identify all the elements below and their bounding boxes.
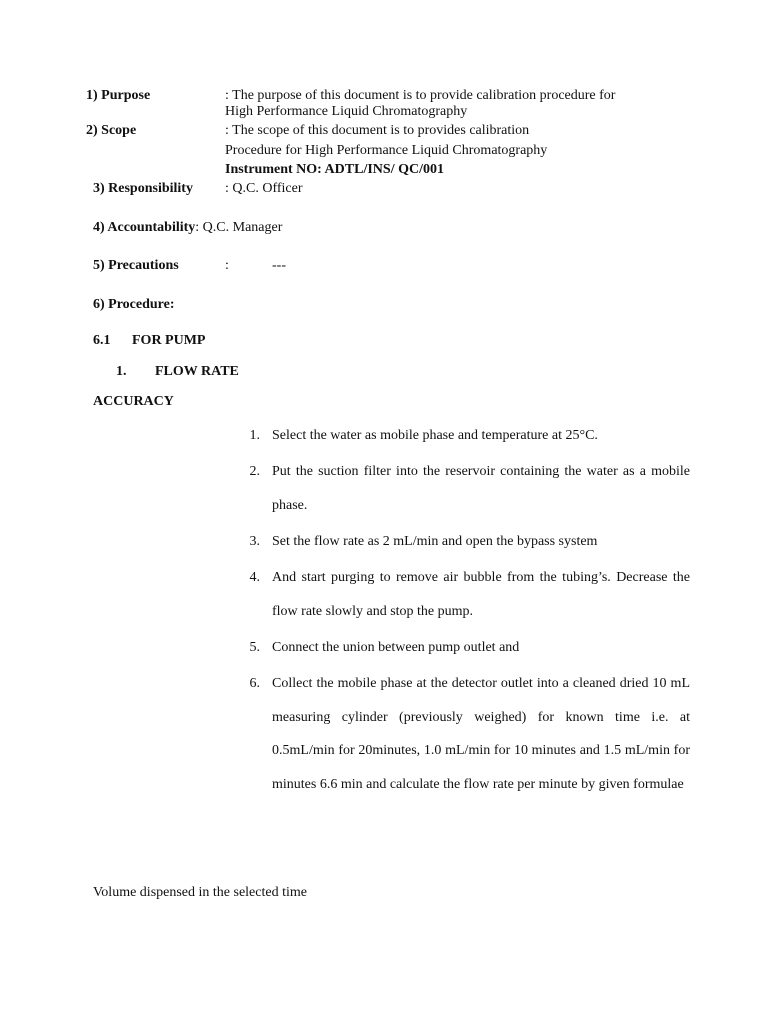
responsibility-label: 3) Responsibility <box>93 181 193 196</box>
purpose-text-line-2: High Performance Liquid Chromatography <box>225 104 468 119</box>
step-text: Select the water as mobile phase and temperature at 25°C. <box>272 428 598 443</box>
procedure-label: 6) Procedure: <box>93 297 175 312</box>
purpose-label: 1) Purpose <box>86 88 151 103</box>
step-text: And start purging to remove air bubble from the tubing’s. Decrease the flow rate slowly and stop the pump. <box>272 570 690 619</box>
section-title: FOR PUMP <box>132 333 206 348</box>
step-number: 2. <box>249 464 260 479</box>
precautions-colon: : <box>225 258 229 273</box>
scope-text-line-2: Procedure for High Performance Liquid Chromatography <box>225 143 548 158</box>
step-number: 3. <box>249 534 260 549</box>
step-number: 5. <box>249 640 260 655</box>
step-text: Set the flow rate as 2 mL/min and open the bypass system <box>272 534 598 549</box>
step-text: Connect the union between pump outlet and <box>272 640 520 655</box>
step-number: 4. <box>249 570 260 585</box>
purpose-text-line-1: : The purpose of this document is to provide calibration procedure for <box>225 88 616 103</box>
section-number: 6.1 <box>93 333 111 348</box>
scope-label: 2) Scope <box>86 123 137 138</box>
step-text: Put the suction filter into the reservoir containing the water as a mobile phase. <box>272 464 690 513</box>
precautions-label: 5) Precautions <box>93 258 179 273</box>
precautions-text: --- <box>272 258 286 273</box>
step-number: 6. <box>249 676 260 691</box>
accountability-row <box>93 219 282 236</box>
subsection-title: FLOW RATE <box>155 364 239 379</box>
scope-text-line-1: : The scope of this document is to provides calibration <box>225 123 530 138</box>
accountability-text: : Q.C. Manager <box>195 220 283 235</box>
subsection-number: 1. <box>116 364 127 379</box>
subsection-title-continued: ACCURACY <box>93 394 174 409</box>
instrument-number: Instrument NO: ADTL/INS/ QC/001 <box>225 162 444 177</box>
responsibility-text: : Q.C. Officer <box>225 181 303 196</box>
step-text: Collect the mobile phase at the detector outlet into a cleaned dried 10 mL measuring cylinder (previously weighed) for known time i.e. at 0.5mL/min for 20minutes, 1.0 mL/min for 10 minutes and 1.5 mL/min for minutes 6.6 min and calculate the flow rate per minute by given formulae <box>272 676 690 792</box>
step-number: 1. <box>249 428 260 443</box>
volume-dispensed-text: Volume dispensed in the selected time <box>93 885 307 900</box>
accountability-label: 4) Accountability <box>93 220 196 235</box>
